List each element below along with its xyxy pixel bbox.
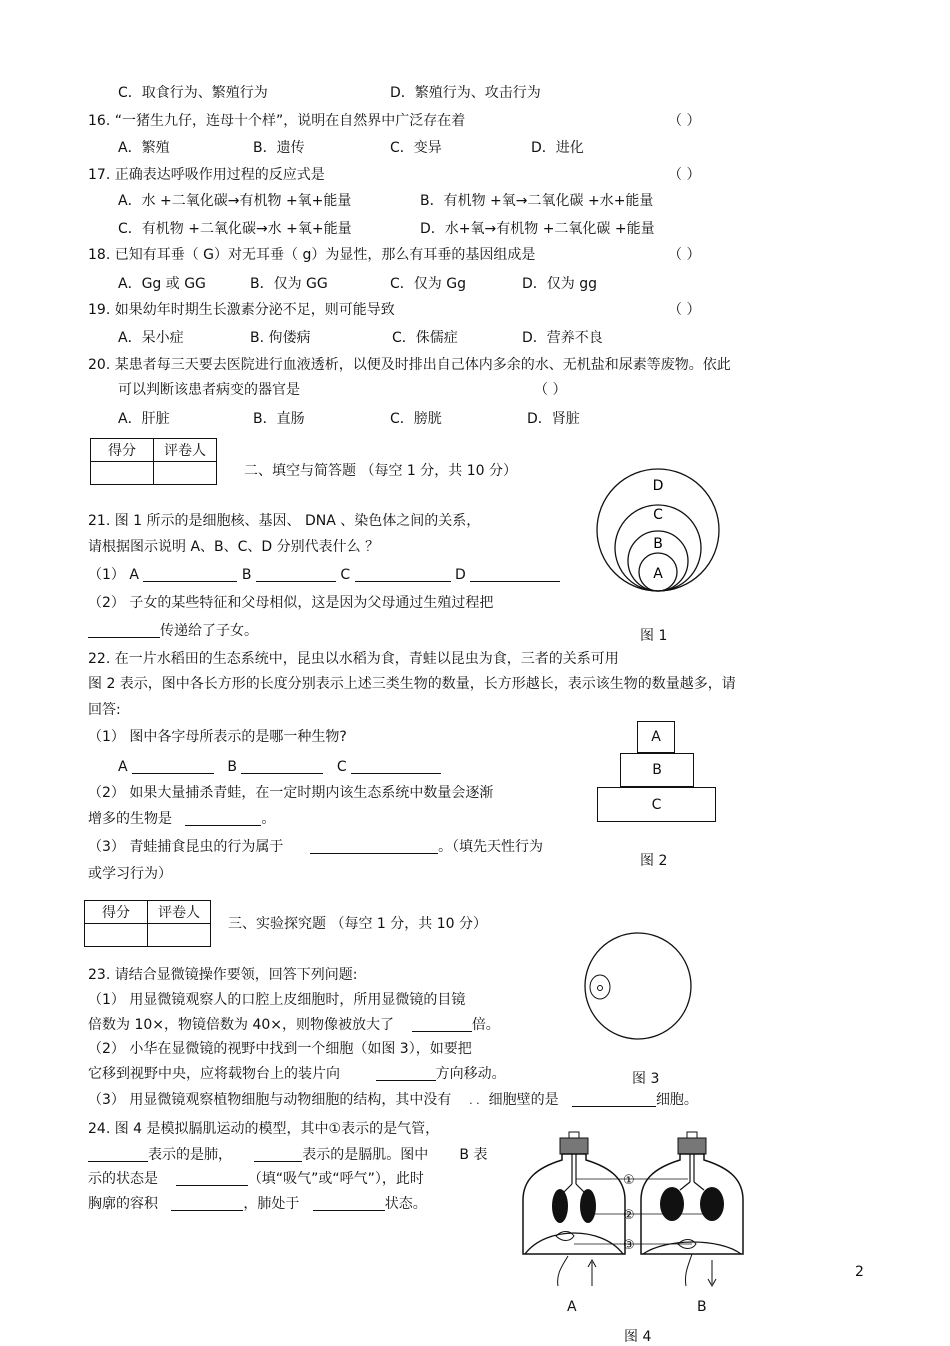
score-cell — [85, 924, 148, 947]
figure-1-caption: 图 1 — [640, 628, 668, 644]
grader-label: 评卷人 — [154, 439, 217, 462]
bell-jar-a — [523, 1132, 625, 1286]
fig1-label-d: D — [652, 478, 664, 494]
q22-sub3-line2: 或学习行为） — [88, 866, 172, 882]
q15-option-c: C．取食行为、繁殖行为 — [118, 85, 268, 101]
q22-sub1: （1） 图中各字母所表示的是哪一种生物? — [88, 729, 347, 745]
grader-label: 评卷人 — [148, 901, 211, 924]
q17-stem: 17. 正确表达呼吸作用过程的反应式是 — [88, 167, 325, 183]
lung-right-a — [580, 1189, 596, 1223]
lung-left-a — [552, 1189, 568, 1223]
q23-sub1-line2 — [88, 1016, 500, 1034]
q24-state-blank[interactable] — [176, 1171, 248, 1186]
q20-stem-line2: 可以判断该患者病变的器官是 — [118, 382, 300, 398]
q22-line1: 22. 在一片水稻田的生态系统中，昆虫以水稻为食，青蛙以昆虫为食，三者的关系可用 — [88, 651, 619, 667]
q18-option-d: D．仅为 gg — [522, 276, 598, 292]
q24-line2-mid: 表示的是肺， — [148, 1147, 232, 1163]
q24-line3 — [88, 1170, 424, 1188]
q21-line2: 请根据图示说明 A、B、C、D 分别代表什么 ？ — [88, 539, 380, 555]
q23-sub3-suffix: 细胞。 — [655, 1092, 698, 1108]
q23-sub3 — [88, 1091, 698, 1110]
figure-4-caption: 图 4 — [624, 1329, 652, 1345]
q22-line3: 回答: — [88, 702, 121, 718]
figure-3-diagram — [582, 930, 694, 1042]
q21-c-label: C — [340, 567, 351, 583]
q18-option-a: A．Gg 或 GG — [118, 276, 206, 292]
q23-sub2-suffix: 方向移动。 — [435, 1066, 506, 1082]
page-number: 2 — [855, 1264, 864, 1280]
q24-volume-blank[interactable] — [171, 1196, 243, 1211]
fig4-label-b: B — [697, 1299, 707, 1315]
cell-outline — [590, 975, 610, 999]
q20-option-d: D．肾脏 — [527, 411, 580, 427]
q22-sub2-line1: （2） 如果大量捕杀青蛙，在一定时期内该生态系统中数量会逐渐 — [88, 785, 494, 801]
q21-sub2-blank[interactable] — [88, 623, 160, 638]
q21-d-label: D — [455, 567, 466, 583]
section2-title: 二、填空与简答题 （每空 1 分，共 10 分） — [244, 463, 517, 479]
q16-stem: 16. “一猪生九仔，连母十个样”，说明在自然界中广泛存在着 — [88, 113, 466, 129]
fig2-box-c — [597, 787, 716, 822]
q24-line3-prefix: 示的状态是 — [88, 1171, 158, 1187]
score-table-section3 — [84, 900, 211, 947]
q22-sub3-line1 — [88, 838, 543, 856]
lung-right-b — [700, 1187, 724, 1221]
q19-option-d: D．营养不良 — [522, 330, 603, 346]
q24-line2 — [88, 1146, 487, 1164]
marker-3: ③ — [623, 1238, 635, 1253]
q17-option-a: A．水 +二氧化碳→有机物 +氧+能量 — [118, 193, 352, 209]
q23-sub1-blank[interactable] — [412, 1017, 472, 1032]
q17-answer-paren: （ ） — [668, 167, 701, 183]
fig2-box-a — [637, 721, 675, 753]
q18-option-b: B．仅为 GG — [250, 276, 328, 292]
q24-line4-prefix: 胸廓的容积 — [88, 1196, 158, 1212]
stopper-b — [678, 1138, 706, 1154]
q19-option-c: C．侏儒症 — [392, 330, 458, 346]
grader-cell — [148, 924, 211, 947]
q19-option-a: A．呆小症 — [118, 330, 184, 346]
score-label: 得分 — [91, 439, 154, 462]
q21-c-blank[interactable] — [355, 567, 451, 582]
q24-line4 — [88, 1195, 427, 1213]
q22-line2: 图 2 表示，图中各长方形的长度分别表示上述三类生物的数量，长方形越长，表示该生物的数量越多，请 — [88, 676, 736, 692]
q22-sub3-suffix: 。（填先天性行为 — [438, 839, 544, 855]
q18-option-c: C．仅为 Gg — [390, 276, 466, 292]
q19-stem: 19. 如果幼年时期生长激素分泌不足，则可能导致 — [88, 302, 395, 318]
q24-line4-suffix: 状态。 — [384, 1196, 427, 1212]
q22-c-label: C — [336, 759, 347, 775]
q20-option-a: A．肝脏 — [118, 411, 170, 427]
marker-2: ② — [623, 1208, 635, 1223]
q23-sub2-line2 — [88, 1065, 506, 1083]
q19-answer-paren: （ ） — [668, 302, 701, 318]
q20-option-b: B．直肠 — [253, 411, 305, 427]
q24-lung-blank[interactable] — [88, 1147, 148, 1162]
q22-sub2-prefix: 增多的生物是 — [88, 811, 172, 827]
q24-lung-state-blank[interactable] — [313, 1196, 385, 1211]
q21-a-label: （1） A — [88, 567, 139, 583]
q24-line2-end: B 表 — [459, 1147, 488, 1163]
q23-line1: 23. 请结合显微镜操作要领，回答下列问题: — [88, 967, 358, 983]
q16-answer-paren: （ ） — [668, 113, 701, 129]
bell-jar-b — [641, 1132, 743, 1286]
q23-sub3-dots: . . — [469, 1094, 480, 1107]
q22-sub2-suffix: 。 — [261, 811, 276, 827]
q21-d-blank[interactable] — [470, 567, 560, 582]
fig2-label-a: A — [651, 729, 661, 745]
q22-c-blank[interactable] — [351, 759, 441, 774]
q24-line4-mid: ，肺处于 — [243, 1196, 300, 1212]
q22-sub2-blank[interactable] — [185, 811, 261, 826]
q21-b-label: B — [241, 567, 252, 583]
q18-stem: 18. 已知有耳垂（ G）对无耳垂（ g）为显性，那么有耳垂的基因组成是 — [88, 247, 536, 263]
q17-option-d: D．水+氧→有机物 +二氧化碳 +能量 — [420, 221, 655, 237]
marker-1: ① — [623, 1173, 635, 1188]
score-cell — [91, 462, 154, 485]
fig1-label-a: A — [653, 566, 663, 582]
q20-stem-line1: 20. 某患者每三天要去医院进行血液透析，以便及时排出自己体内多余的水、无机盐和尿素等废物。依此 — [88, 357, 731, 373]
q17-option-b: B．有机物 +氧→二氧化碳 +水+能量 — [420, 193, 654, 209]
cell-nucleus — [598, 986, 603, 991]
q22-b-label: B — [227, 759, 237, 775]
q21-line1: 21. 图 1 所示的是细胞核、基因、 DNA 、染色体之间的关系， — [88, 513, 481, 529]
figure-2-caption: 图 2 — [640, 853, 668, 869]
section3-title: 三、实验探究题 （每空 1 分，共 10 分） — [228, 916, 487, 932]
q15-option-d: D．繁殖行为、攻击行为 — [390, 85, 541, 101]
q23-sub2-prefix: 它移到视野中央，应将载物台上的装片向 — [88, 1066, 340, 1082]
q20-answer-paren: （ ） — [534, 382, 567, 398]
figure-3-caption: 图 3 — [632, 1071, 660, 1087]
q17-option-c: C．有机物 +二氧化碳→水 +氧+能量 — [118, 221, 352, 237]
q24-line2-mid2: 表示的是膈肌。图中 — [302, 1147, 429, 1163]
stopper-a — [560, 1138, 588, 1154]
q21-b-blank[interactable] — [256, 567, 336, 582]
q22-sub2-line2 — [88, 810, 275, 828]
q21-sub2-line2 — [88, 622, 258, 640]
q16-option-b: B．遗传 — [253, 140, 305, 156]
score-label: 得分 — [85, 901, 148, 924]
fig2-label-b: B — [652, 762, 662, 778]
q21-sub1 — [88, 566, 560, 584]
q23-sub1-suffix: 倍。 — [471, 1017, 500, 1033]
q21-a-blank[interactable] — [143, 567, 237, 582]
fig2-label-c: C — [651, 796, 662, 813]
q16-option-a: A．繁殖 — [118, 140, 170, 156]
q20-option-c: C．膀胱 — [390, 411, 442, 427]
q18-answer-paren: （ ） — [668, 247, 701, 263]
q23-sub3-mid: 细胞壁的是 — [488, 1092, 559, 1108]
q21-sub2-line1: （2） 子女的某些特征和父母相似，这是因为父母通过生殖过程把 — [88, 595, 494, 611]
q22-b-blank[interactable] — [241, 759, 323, 774]
q24-line3-suffix: （填“吸气”或“呼气”），此时 — [247, 1171, 424, 1187]
fig1-label-c: C — [653, 507, 663, 523]
q24-diaphragm-blank[interactable] — [254, 1147, 302, 1162]
q22-sub3-prefix: （3） 青蛙捕食昆虫的行为属于 — [88, 839, 284, 855]
q23-sub3-prefix: （3） 用显微镜观察植物细胞与动物细胞的结构，其中没有 — [88, 1092, 452, 1108]
q19-option-b: B. 佝偻病 — [250, 330, 311, 346]
q23-sub1-prefix: 倍数为 10×，物镜倍数为 40×，则物像被放大了 — [88, 1017, 394, 1033]
grader-cell — [154, 462, 217, 485]
q23-sub3-blank[interactable] — [572, 1092, 656, 1107]
q24-line1: 24. 图 4 是模拟膈肌运动的模型，其中①表示的是气管， — [88, 1121, 440, 1137]
q22-sub1-answers — [118, 758, 441, 776]
q22-sub3-blank[interactable] — [310, 839, 438, 854]
q22-a-blank[interactable] — [132, 759, 214, 774]
q16-option-d: D．进化 — [531, 140, 584, 156]
q23-sub2-blank[interactable] — [376, 1066, 436, 1081]
lung-left-b — [660, 1187, 684, 1221]
score-table-section2 — [90, 438, 217, 485]
figure-1-diagram — [584, 468, 734, 598]
fig2-box-b — [620, 753, 694, 787]
q22-a-label: A — [118, 759, 128, 775]
fig1-label-b: B — [653, 536, 663, 552]
q21-sub2-suffix: 传递给了子女。 — [160, 623, 258, 639]
q23-sub2-line1: （2） 小华在显微镜的视野中找到一个细胞（如图 3），如要把 — [88, 1041, 472, 1057]
q16-option-c: C．变异 — [390, 140, 442, 156]
q23-sub1-line1: （1） 用显微镜观察人的口腔上皮细胞时，所用显微镜的目镜 — [88, 992, 466, 1008]
fig4-label-a: A — [567, 1299, 577, 1315]
figure-4-diagram — [516, 1124, 766, 1294]
